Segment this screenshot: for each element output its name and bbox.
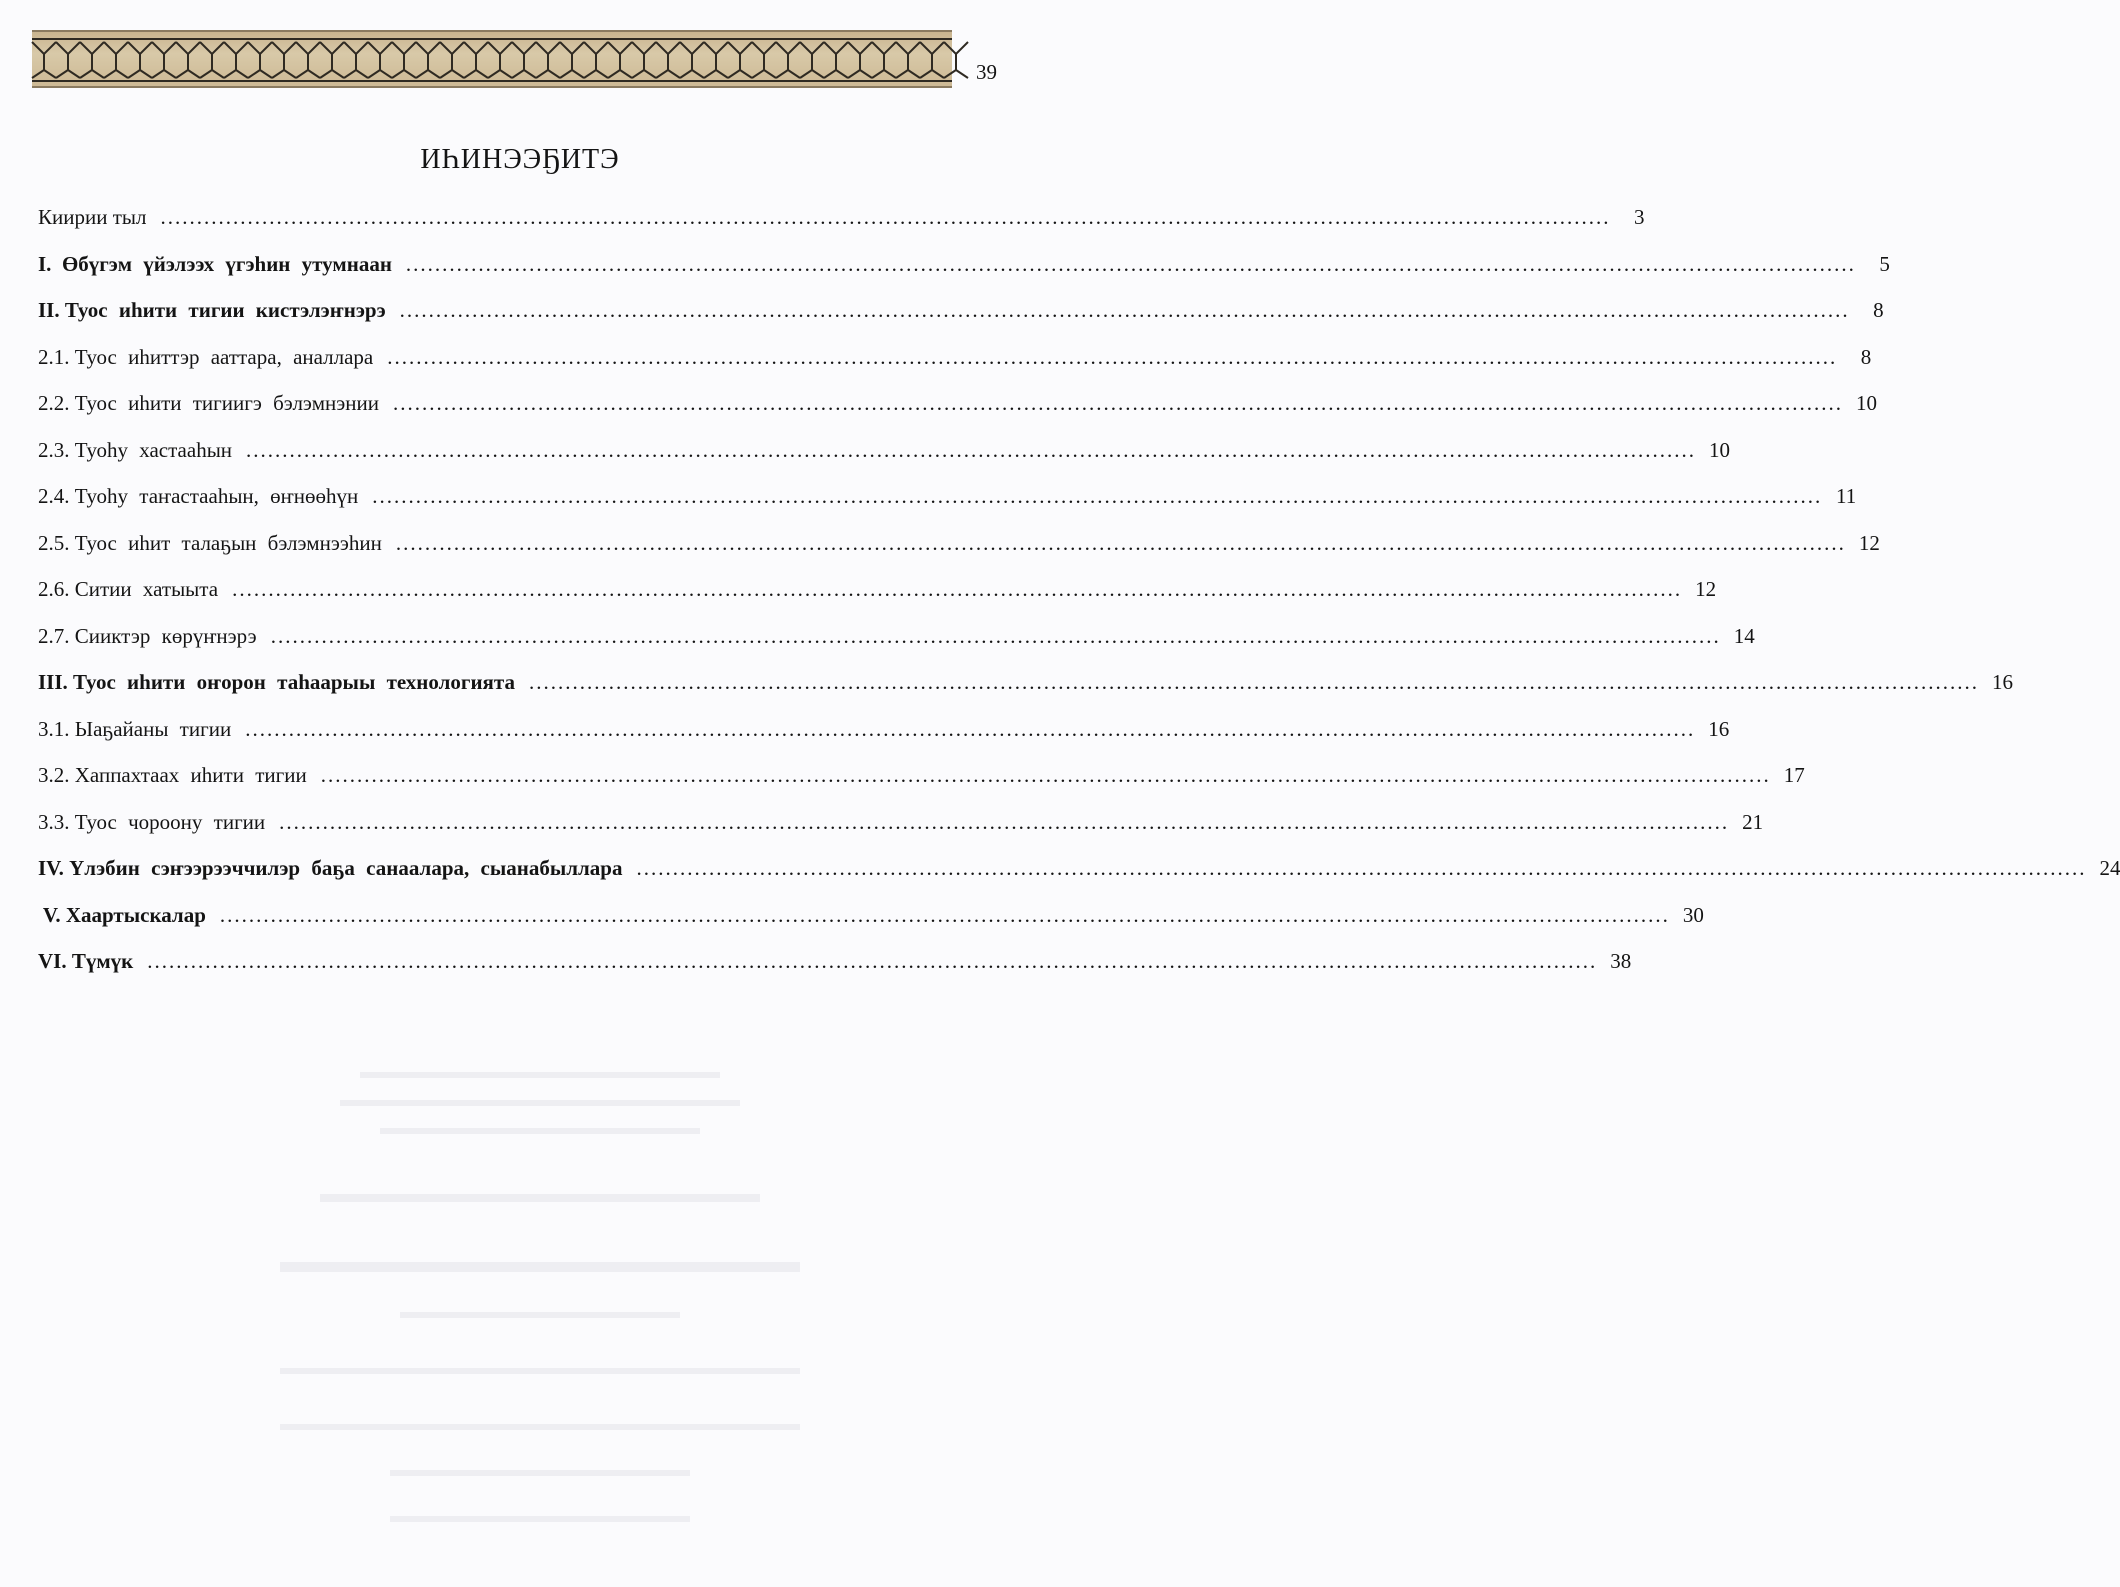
toc-entry-page: 8 [1860,344,1872,369]
toc-entry-page: 21 [1742,809,1764,834]
toc-entry-page: 12 [1858,530,1880,555]
toc-entry [38,344,1872,392]
toc-entry [38,856,2120,903]
toc-entry-page: 17 [1783,763,1805,787]
toc-entry-title: Ыаҕайаны тигии [74,716,232,741]
toc-entry-number: VI. [38,949,72,973]
ornament-motif [104,42,128,78]
toc-entry-title: Туос иһити тигии кистэлэҥнэрэ [64,298,386,322]
ornament-pattern [32,32,952,88]
ornament-motif [872,42,896,78]
toc-entry-number: 3.2. [38,763,75,787]
ornament-motif [656,42,680,78]
ornament-motif [392,42,416,78]
toc-leader-dots: ........................................................................................................................................................................................................ [279,809,1730,834]
ornament-motif [800,42,824,78]
ornament-motif [416,42,440,78]
toc-entry-number: 2.1. [38,344,75,369]
ornament-motif [200,42,224,78]
toc-entry-page: 24 [2099,856,2120,880]
toc-entry [38,809,1764,857]
toc-entry-page: 16 [1708,716,1730,741]
toc-entry-title: Өбүгэм үйэлээх үгэһин утумнаан [61,251,392,276]
toc-entry-number: III. [38,670,74,694]
ornament-motif [128,42,152,78]
ornament-motif [32,42,56,78]
toc-leader-dots: ........................................................................................................................................................................................................ [147,949,1598,973]
toc-entry-number: 2.3. [38,437,75,462]
ornament-motif [584,42,608,78]
toc-entry-title: Туос иһити тигиигэ бэлэмнэнии [74,391,380,415]
toc-entry-page: 8 [1873,298,1884,322]
ornament-motif [536,42,560,78]
table-of-contents [38,205,2120,996]
ornament-motif [224,42,248,78]
toc-entry [38,577,1717,624]
toc-entry-page: 11 [1836,484,1857,508]
toc-entry-number: 2.4. [38,484,75,508]
toc-entry-title: Үлэбин сэҥээрээччилэр баҕа санаалара, сыанабыллара [69,856,623,880]
toc-entry [38,530,1880,578]
ornament-motif [440,42,464,78]
toc-entry-number: 2.5. [38,530,75,555]
toc-leader-dots: ........................................................................................................................................................................................................ [405,251,1856,276]
toc-entry-number: 3.3. [38,809,75,834]
toc-entry-number: V. [38,902,66,927]
ornament-motif [368,42,392,78]
toc-entry-page: 5 [1879,251,1890,276]
toc-entry-number: 3.1. [38,716,75,741]
toc-entry-title: Түмүк [71,949,134,973]
toc-entry [38,716,1730,764]
page-number: 39 [976,60,997,84]
toc-leader-dots: ........................................................................................................................................................................................................ [528,670,1979,694]
toc-entry-number: 2.2. [38,391,75,415]
ornament-banner [32,30,952,88]
toc-leader-dots: ........................................................................................................................................................................................................ [399,298,1850,322]
ornament-motif [704,42,728,78]
ornament-motif [632,42,656,78]
toc-title: ИҺИНЭЭҔИТЭ [420,144,620,175]
toc-entry-number: I. [38,251,62,276]
toc-leader-dots: ........................................................................................................................................................................................................ [393,391,1844,415]
toc-entry [38,437,1731,485]
toc-entry-number: IV. [38,856,70,880]
toc-entry-page: 16 [1991,670,2013,694]
toc-entry [38,298,1884,345]
ornament-motif [680,42,704,78]
toc-leader-dots: ........................................................................................................................................................................................................ [372,484,1823,508]
ornament-motif [920,42,944,78]
toc-entry-page: 14 [1733,623,1755,648]
toc-entry-page: 3 [1633,205,1645,229]
ornament-motif [560,42,584,78]
toc-entry-page: 10 [1856,391,1878,415]
toc-entry-title: Хаартыскалар [65,902,206,927]
ornament-motif [464,42,488,78]
toc-entry-title: Туоһу хастааһын [74,437,233,462]
ornament-motif [152,42,176,78]
toc-entry [38,484,1857,531]
toc-entry-number: II. [38,298,65,322]
toc-entry [38,949,1632,996]
ornament-motif [248,42,272,78]
toc-entry-page: 10 [1709,437,1731,462]
toc-leader-dots: ........................................................................................................................................................................................................ [245,716,1696,741]
toc-leader-dots: ........................................................................................................................................................................................................ [636,856,2087,880]
ornament-motif [944,42,968,78]
toc-leader-dots: ........................................................................................................................................................................................................ [395,530,1846,555]
toc-leader-dots: ........................................................................................................................................................................................................ [232,577,1683,601]
ornament-motif [512,42,536,78]
toc-entry-title: Туос чороону тигии [74,809,266,834]
toc-entry [38,902,1704,950]
toc-entry-title: Туоһу таҥастааһын, өҥнөөһүн [74,484,359,508]
toc-entry [38,251,1890,299]
bleed-through-area [280,1050,800,1510]
ornament-motif [608,42,632,78]
toc-entry-number: Киирии тыл [38,205,147,229]
toc-leader-dots: ........................................................................................................................................................................................................ [387,344,1838,369]
toc-leader-dots: ........................................................................................................................................................................................................ [320,763,1771,787]
ornament-motif [56,42,80,78]
toc-leader-dots: ........................................................................................................................................................................................................ [246,437,1697,462]
toc-leader-dots: ........................................................................................................................................................................................................ [219,902,1670,927]
toc-entry-page: 12 [1695,577,1717,601]
ornament-motif [80,42,104,78]
ornament-motif [344,42,368,78]
toc-entry-title: Ситии хатыыта [74,577,219,601]
toc-entry [38,391,1878,438]
ornament-motif [752,42,776,78]
ornament-motif [776,42,800,78]
toc-entry-title: Туос иһит талаҕын бэлэмнээһин [74,530,382,555]
toc-leader-dots: ........................................................................................................................................................................................................ [160,205,1611,229]
toc-leader-dots: ........................................................................................................................................................................................................ [270,623,1721,648]
toc-entry [38,205,1645,252]
ornament-motif [296,42,320,78]
toc-entry [38,763,1805,810]
toc-entry [38,623,1755,671]
ornament-motif [320,42,344,78]
toc-entry-number: 2.7. [38,623,75,648]
toc-entry-page: 30 [1682,902,1704,927]
ornament-motif [824,42,848,78]
ornament-motif [896,42,920,78]
ornament-motif [728,42,752,78]
ornament-motif [488,42,512,78]
ornament-motif [848,42,872,78]
toc-entry [38,670,2013,717]
ornament-motif [272,42,296,78]
toc-entry-page: 38 [1610,949,1632,973]
toc-entry-title: Сииктэр көрүҥнэрэ [74,623,257,648]
toc-entry-title: Туос иһити оҥорон таһаарыы технологията [73,670,515,694]
ornament-motif [176,42,200,78]
toc-entry-title: Туос иһиттэр ааттара, аналлара [74,344,374,369]
toc-entry-title: Хаппахтаах иһити тигии [74,763,307,787]
toc-entry-number: 2.6. [38,577,75,601]
